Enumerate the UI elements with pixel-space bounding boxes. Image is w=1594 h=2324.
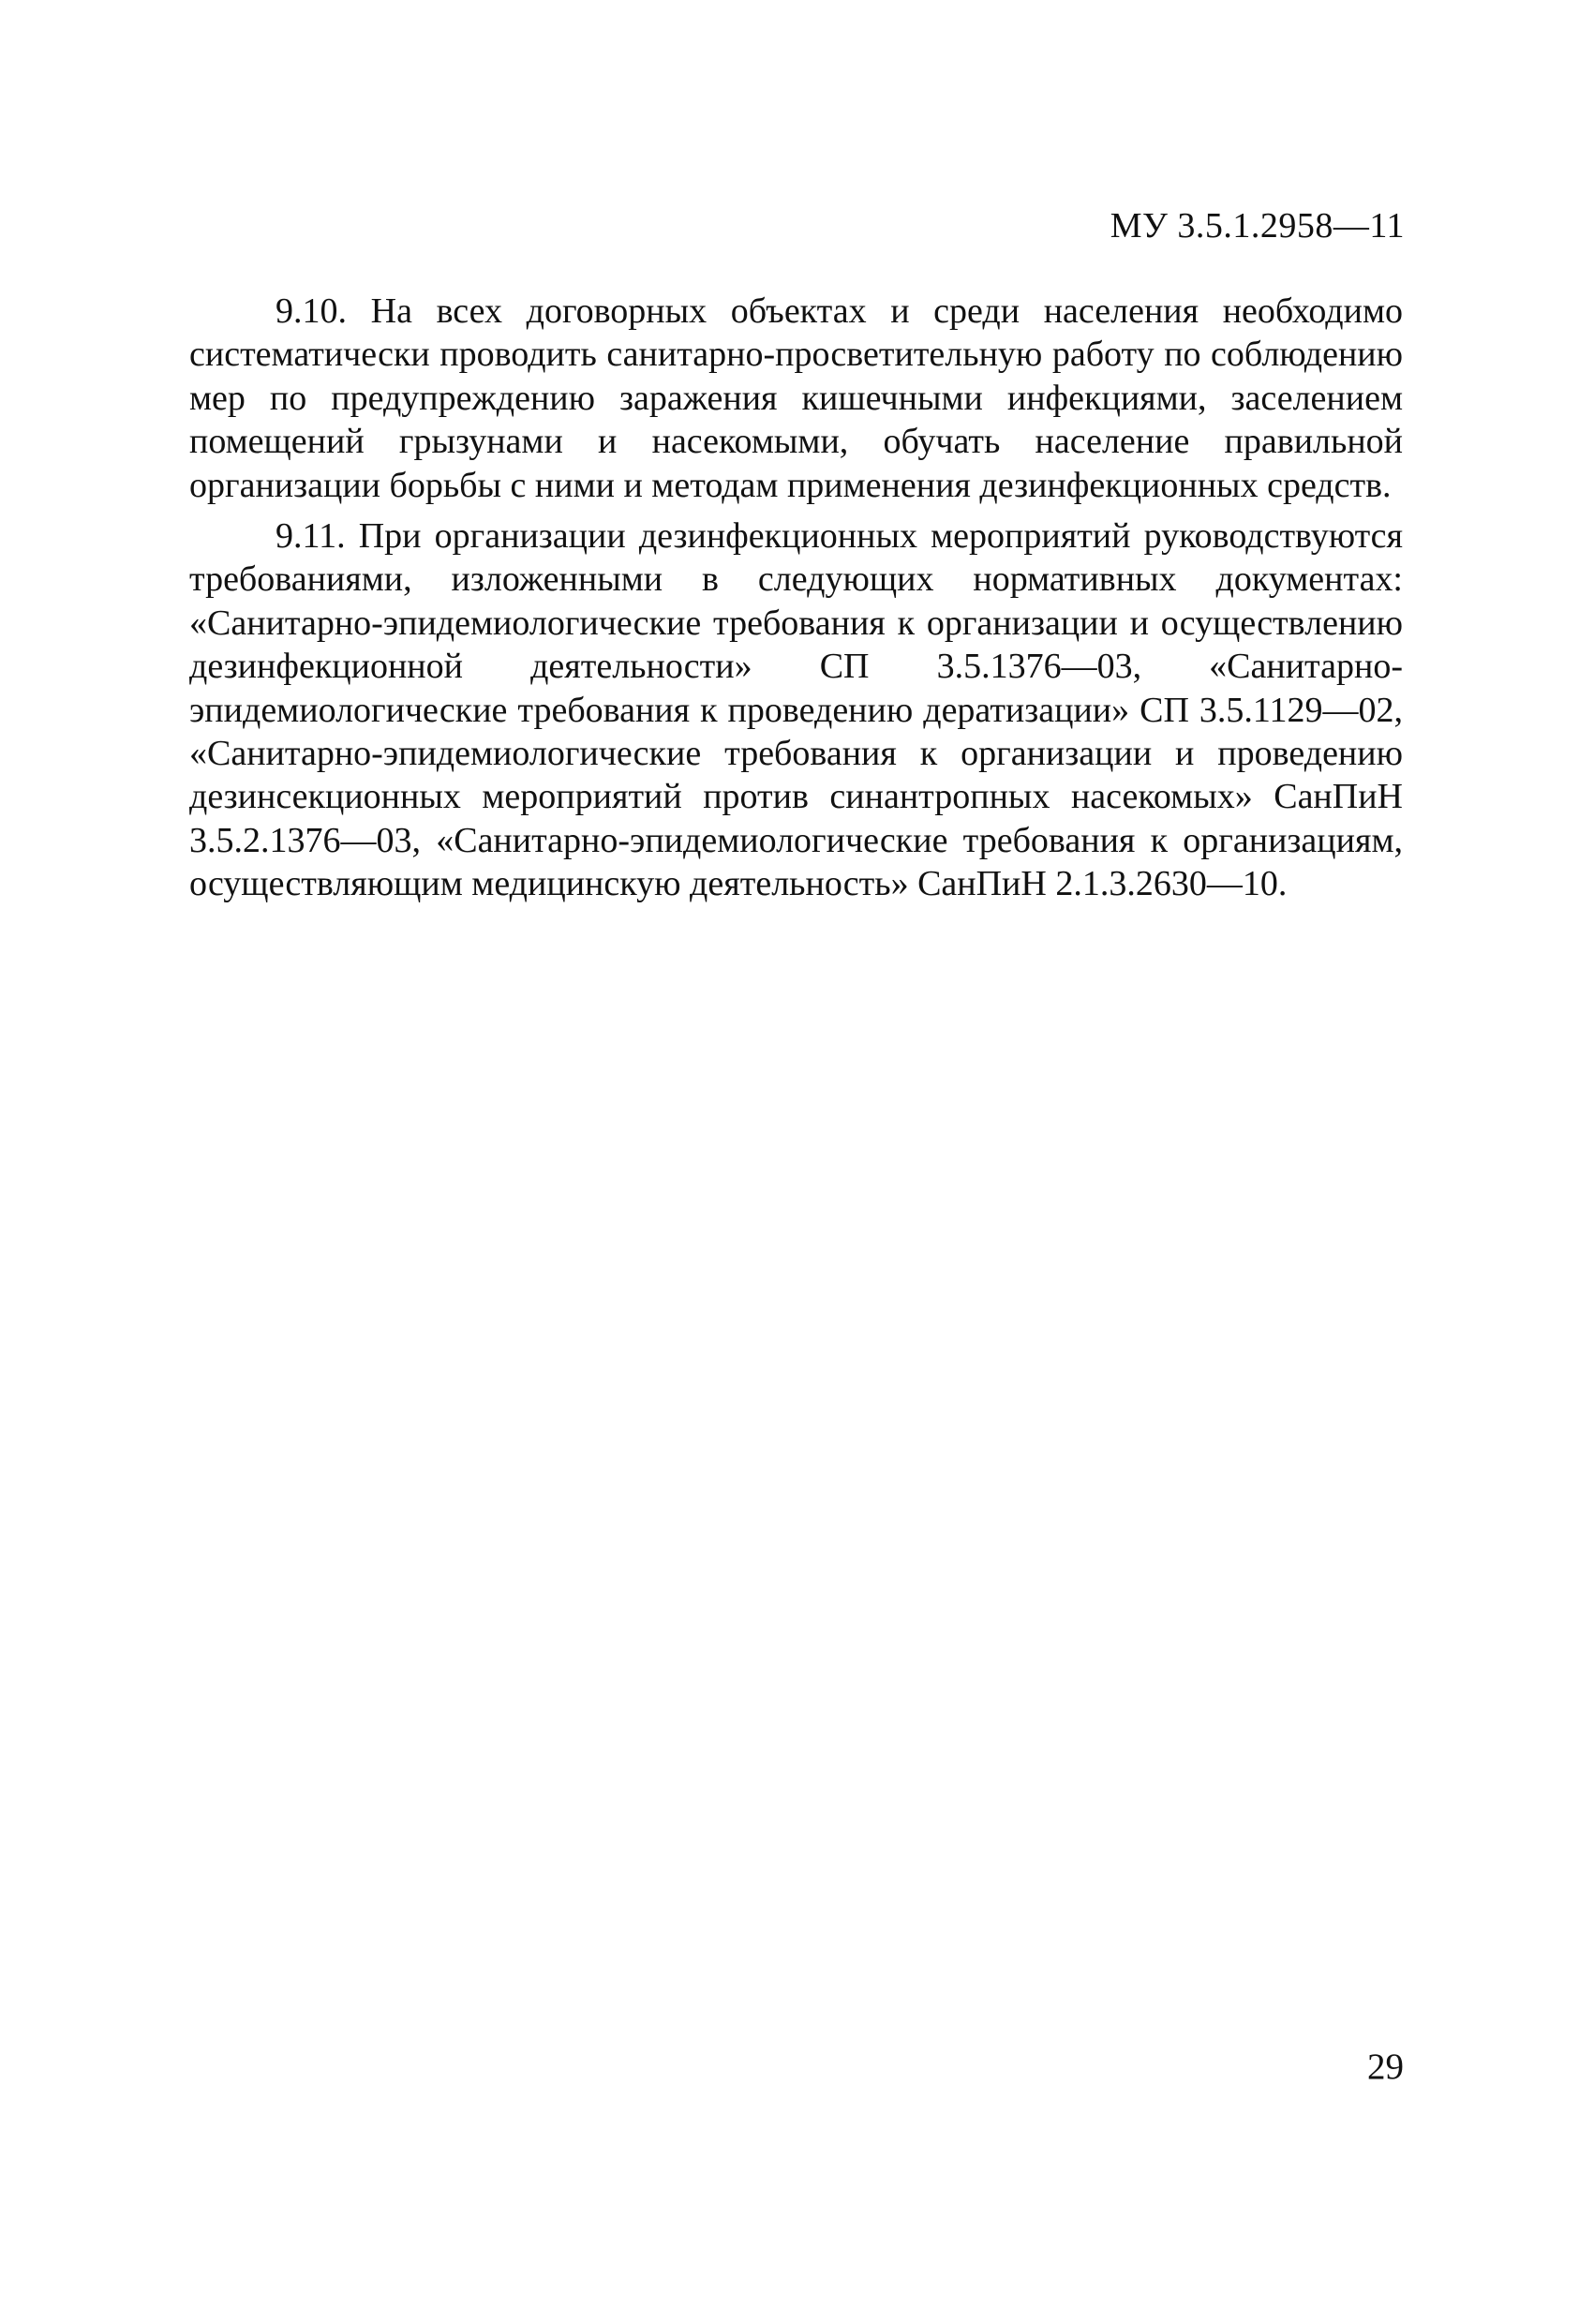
main-text	[189, 290, 1403, 914]
paragraph-9-10: 9.10. На всех договорных объектах и среди населения необходимо систематически проводить санитарно-просветительную работу по соблюдению мер по предупреждению заражения кишечными инфекциями, заселением помещений грызунами и насекомыми, обучать население правильной организации борьбы с ними и методам применения дезинфекционных средств.	[189, 291, 1403, 505]
document-code-header: МУ 3.5.1.2958—11	[1110, 206, 1405, 246]
page-number: 29	[1367, 2047, 1404, 2087]
paragraph-9-11: 9.11. При организации дезинфекционных мероприятий руководствуются требованиями, изложенными в следующих нормативных документах: «Санитарно-эпидемиологические требования к организации и осуществлению дезинфекционной деятельности» СП 3.5.1376—03, «Санитарно-эпидемиологические требования к проведению дератизации» СП 3.5.1129—02, «Санитарно-эпидемиологические требования к организации и проведению дезинсекционных мероприятий против синантропных насекомых» СанПиН 3.5.2.1376—03, «Санитарно-эпидемиологические требования к организациям, осуществляющим медицинскую деятельность» СанПиН 2.1.3.2630—10.	[189, 516, 1403, 904]
